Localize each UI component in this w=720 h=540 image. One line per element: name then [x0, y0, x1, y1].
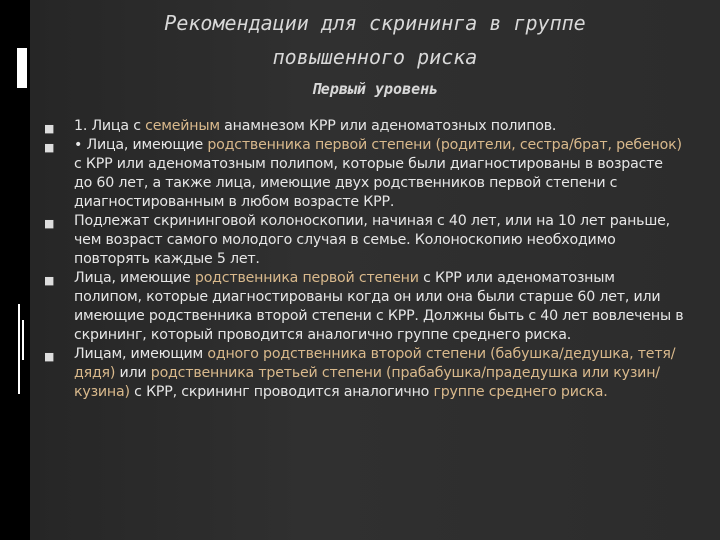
slide-subtitle: Первый уровень	[311, 80, 439, 98]
highlighted-text: родственника первой степени (родители, сестра/брат, ребенок)	[207, 137, 682, 153]
square-bullet-icon: ■	[44, 217, 55, 230]
bullet-text: Подлежат скрининговой колоноскопии, начиная с 40 лет, или на 10 лет раньше, чем возраст самого молодого случая в семье. Колоноскопию необходимо повторять каждые 5 лет.	[74, 213, 670, 267]
decoration-bar	[22, 320, 24, 360]
title-line-1: Рекомендации для скрининга в группе	[164, 11, 586, 35]
bullet-list	[44, 117, 684, 402]
bullet-text: 1. Лица с	[74, 118, 146, 134]
slide-title	[30, 6, 720, 74]
bullet-item	[44, 269, 684, 345]
square-bullet-icon: ■	[44, 122, 55, 135]
bullet-item	[44, 136, 684, 212]
bullet-text: Лицам, имеющим	[74, 346, 208, 362]
bullet-item	[44, 345, 684, 402]
decoration-bar	[18, 304, 20, 394]
left-decoration-strip	[0, 0, 30, 540]
highlighted-text: родственника третьей степени (прабабушка/прадедушка или кузин/кузина)	[74, 365, 660, 400]
square-bullet-icon: ■	[44, 274, 55, 287]
highlighted-text: родственника первой степени	[194, 270, 419, 286]
bullet-text: с КРР или аденоматозным полипом, которые были диагностированы в возрасте до 60 лет, а также лица, имеющие двух родственников первой степени с диагностированным в любом возрасте КРР.	[74, 156, 663, 210]
decoration-bar	[17, 48, 27, 88]
square-bullet-icon: ■	[44, 141, 55, 154]
bullet-item	[44, 212, 684, 269]
slide	[30, 0, 720, 540]
bullet-text: с КРР, скрининг проводится аналогично	[129, 384, 434, 400]
bullet-text: или	[115, 365, 151, 381]
highlighted-text: семейным	[145, 118, 220, 134]
highlighted-text: одного родственника второй степени (бабушка/дедушка, тетя/дядя)	[74, 346, 676, 381]
highlighted-text: группе среднего риска.	[433, 384, 608, 400]
bullet-text: • Лица, имеющие	[74, 137, 208, 153]
square-bullet-icon: ■	[44, 350, 55, 363]
title-line-2: повышенного риска	[272, 45, 478, 69]
bullet-text: Лица, имеющие	[74, 270, 195, 286]
bullet-text: с КРР или аденоматозным полипом, которые диагностированы когда он или она были старше 60 лет, или имеющие родственника второй степени с КРР. Должны быть с 40 лет вовлечены в скрининг, который проводится аналогично группе среднего риска.	[74, 270, 684, 343]
bullet-text: анамнезом КРР или аденоматозных полипов.	[219, 118, 557, 134]
bullet-item	[44, 117, 684, 136]
